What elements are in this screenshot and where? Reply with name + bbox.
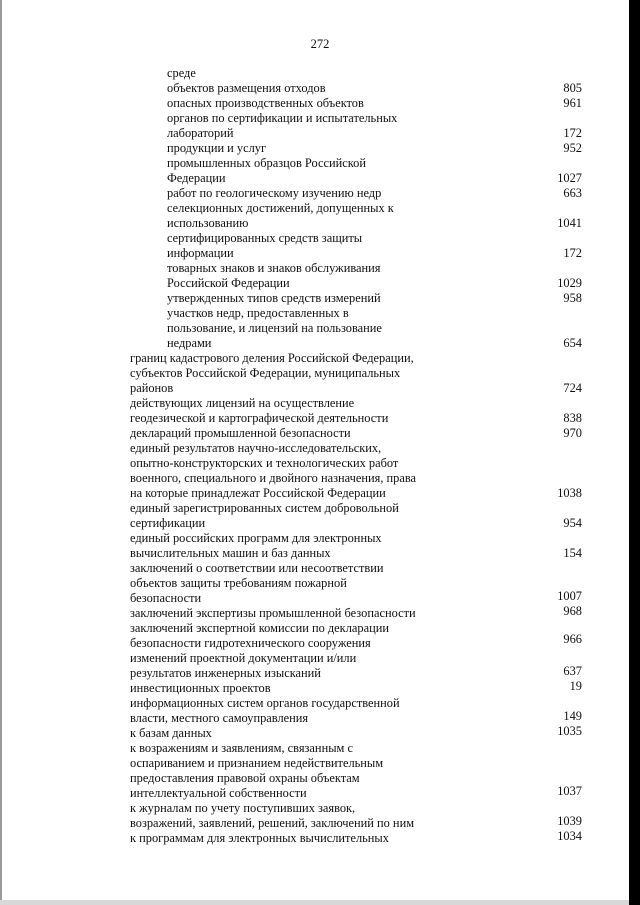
page-number: 272: [310, 37, 330, 51]
index-line: информационных систем органов государственной: [130, 696, 400, 710]
index-line: субъектов Российской Федерации, муниципальных: [130, 366, 401, 380]
page-ref: 1034: [557, 829, 582, 843]
index-line: к журналам по учету поступивших заявок,: [130, 801, 356, 815]
index-line: участков недр, предоставленных в: [167, 306, 349, 320]
page-ref: 954: [563, 516, 582, 530]
page-ref: 966: [563, 632, 582, 646]
index-line: работ по геологическому изучению недр: [167, 186, 382, 200]
index-line: районов: [130, 381, 174, 395]
index-line: органов по сертификации и испытательных: [167, 111, 398, 125]
page-ref: 1039: [557, 814, 582, 828]
page-ref: 154: [563, 546, 582, 560]
scan-right-border: [629, 0, 640, 905]
page-ref: 663: [563, 186, 582, 200]
index-line: заключений экспертизы промышленной безопасности: [130, 606, 416, 620]
index-line: заключений о соответствии или несоответствии: [130, 561, 384, 575]
page-ref: 172: [563, 246, 582, 260]
index-line: Российской Федерации: [167, 276, 290, 290]
index-line: опасных производственных объектов: [167, 96, 364, 110]
page-ref: 1035: [557, 724, 582, 738]
index-line: опытно-конструкторских и технологических работ: [130, 456, 399, 470]
index-line: результатов инженерных изысканий: [130, 666, 321, 680]
index-line: продукции и услуг: [167, 141, 267, 155]
index-line: объектов защиты требованиям пожарной: [130, 576, 347, 590]
page-ref: 961: [563, 96, 582, 110]
page-ref: 1038: [557, 486, 582, 500]
index-line: военного, специального и двойного назначения, права: [130, 471, 417, 485]
index-line: к программам для электронных вычислительных: [130, 831, 389, 845]
index-line: оспариванием и признанием недействительным: [130, 756, 384, 770]
index-line: инвестиционных проектов: [130, 681, 271, 695]
page-ref: 637: [563, 664, 582, 678]
index-line: безопасности: [130, 591, 202, 605]
page-ref: 1041: [557, 216, 582, 230]
page-ref: 149: [563, 709, 582, 723]
index-line: утвержденных типов средств измерений: [167, 291, 381, 305]
index-line: безопасности гидротехнического сооружения: [130, 636, 371, 650]
index-line: вычислительных машин и баз данных: [130, 546, 331, 560]
page-ref: 970: [563, 426, 582, 440]
page-ref: 654: [563, 336, 582, 350]
index-line: на которые принадлежат Российской Федерации: [130, 486, 386, 500]
index-line: деклараций промышленной безопасности: [130, 426, 351, 440]
index-line: геодезической и картографической деятельности: [130, 411, 389, 425]
index-line: среде: [167, 66, 196, 80]
index-line: сертифицированных средств защиты: [167, 231, 363, 245]
page-ref: 968: [563, 604, 582, 618]
index-line: использованию: [167, 216, 249, 230]
index-line: единый результатов научно-исследовательских,: [130, 441, 382, 455]
page-ref: 1037: [557, 784, 582, 798]
page-ref: 958: [563, 291, 582, 305]
index-line: единый зарегистрированных систем добровольной: [130, 501, 399, 515]
index-line: товарных знаков и знаков обслуживания: [167, 261, 381, 275]
page-ref: 1027: [557, 171, 582, 185]
index-line: единый российских программ для электронных: [130, 531, 382, 545]
page-ref: 19: [569, 679, 582, 693]
page-ref: 805: [563, 81, 582, 95]
page-ref: 724: [563, 381, 582, 395]
page-ref: 952: [563, 141, 582, 155]
index-line: власти, местного самоуправления: [130, 711, 309, 725]
index-line: заключений экспертной комиссии по декларации: [130, 621, 389, 635]
index-line: информации: [167, 246, 234, 260]
index-line: изменений проектной документации и/или: [130, 651, 357, 665]
index-line: к возражениям и заявлениям, связанным с: [130, 741, 353, 755]
index-line: Федерации: [167, 171, 226, 185]
index-line: сертификации: [130, 516, 206, 530]
index-line: границ кадастрового деления Российской Федерации,: [130, 351, 414, 365]
index-line: интеллектуальной собственности: [130, 786, 307, 800]
scan-bottom-edge: [0, 900, 629, 905]
index-line: лабораторий: [167, 126, 234, 140]
index-line: селекционных достижений, допущенных к: [167, 201, 394, 215]
index-line: пользование, и лицензий на пользование: [167, 321, 382, 335]
page-ref: 1029: [557, 276, 582, 290]
index-line: недрами: [167, 336, 212, 350]
index-line: возражений, заявлений, решений, заключений по ним: [130, 816, 415, 830]
index-line: к базам данных: [130, 726, 212, 740]
page-ref: 1007: [557, 589, 582, 603]
page-ref: 172: [563, 126, 582, 140]
index-line: промышленных образцов Российской: [167, 156, 366, 170]
index-line: предоставления правовой охраны объектам: [130, 771, 360, 785]
page-ref: 838: [563, 411, 582, 425]
index-line: объектов размещения отходов: [167, 81, 326, 95]
index-line: действующих лицензий на осуществление: [130, 396, 355, 410]
